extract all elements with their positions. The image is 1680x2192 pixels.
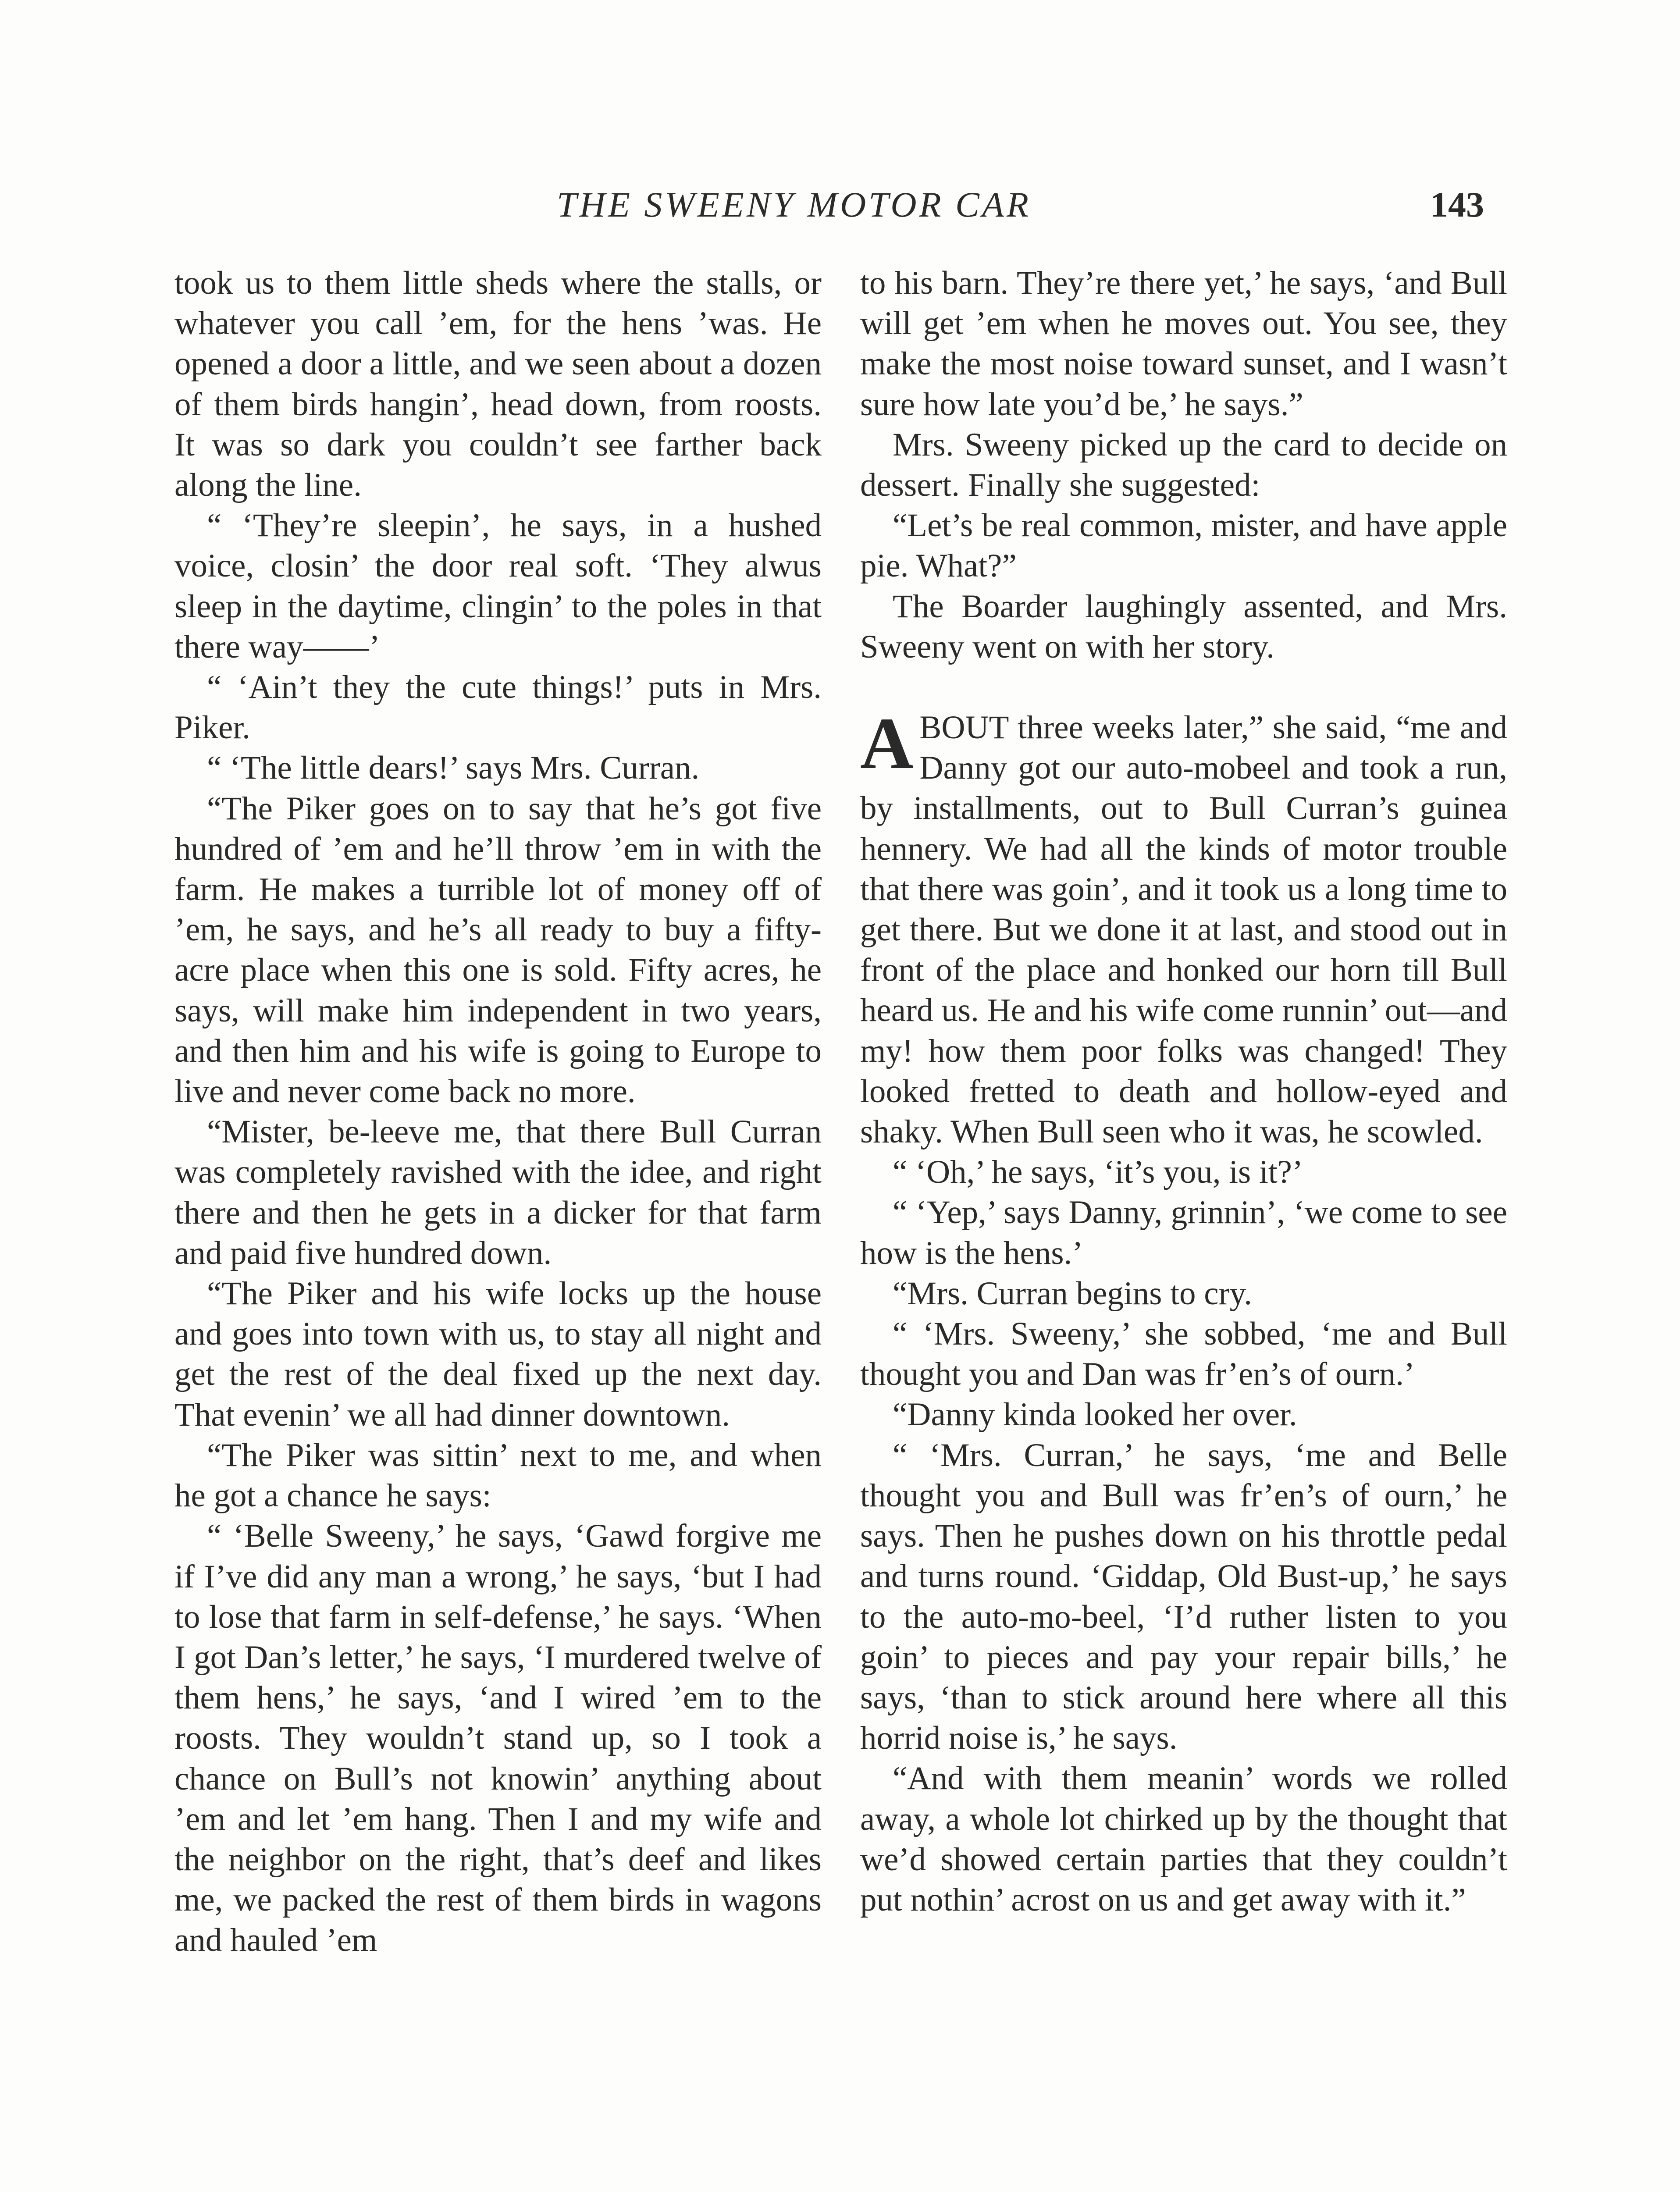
- section-break: [860, 667, 1507, 708]
- drop-cap-rest: BOUT three weeks later,” she said, “me and Danny got our auto-mobeel and took a run, by installments, out to Bull Curran’s guinea hennery. We had all the kinds of motor trouble that there was goin’, and it took us a long time to get there. But we done it at last, and stood out in front of the place and honked our horn till Bull heard us. He and his wife come runnin’ out—and my! how them poor folks was changed! They looked fretted to death and hollow-eyed and shaky. When Bull seen who it was, he scowled.: [860, 709, 1507, 1150]
- paragraph: The Boarder laughingly assented, and Mrs. Sweeny went on with her story.: [860, 588, 1507, 665]
- drop-cap-paragraph: [860, 703, 1507, 1152]
- paragraph: “The Piker was sittin’ next to me, and when he got a chance he says:: [174, 1437, 822, 1514]
- paragraph: “The Piker and his wife locks up the house and goes into town with us, to stay all night and get the rest of the deal fixed up the next day. That evenin’ we all had dinner downtown.: [174, 1275, 822, 1433]
- paragraph: to his barn. They’re there yet,’ he says, ‘and Bull will get ’em when he moves out. You see, they make the most noise toward sunset, and I wasn’t sure how late you’d be,’ he says.”: [860, 265, 1507, 423]
- right-column: [860, 263, 1507, 1920]
- paragraph: took us to them little sheds where the stalls, or whatever you call ’em, for the hens ’was. He opened a door a little, and we seen about a dozen of them birds hangin’, head down, from roosts. It was so dark you couldn’t see farther back along the line.: [174, 265, 822, 504]
- paragraph: “And with them meanin’ words we rolled away, a whole lot chirked up by the thought that we’d showed certain parties that they couldn’t put nothin’ acrost on us and get away with it.”: [860, 1760, 1507, 1918]
- paragraph: “The Piker goes on to say that he’s got five hundred of ’em and he’ll throw ’em in with the farm. He makes a turrible lot of money off of ’em, he says, and he’s all ready to buy a fifty-acre place when this one is sold. Fifty acres, he says, will make him independent in two years, and then him and his wife is going to Europe to live and never come back no more.: [174, 790, 822, 1110]
- paragraph: “Mister, be-leeve me, that there Bull Curran was completely ravished with the idee, and right there and then he gets in a dicker for that farm and paid five hundred down.: [174, 1114, 822, 1271]
- drop-cap: A: [860, 703, 914, 785]
- running-title: THE SWEENY MOTOR CAR: [557, 185, 1032, 224]
- paragraph: “ ‘Yep,’ says Danny, grinnin’, ‘we come to see how is the hens.’: [860, 1194, 1507, 1271]
- left-column: [174, 263, 822, 1961]
- paragraph: “Let’s be real common, mister, and have apple pie. What?”: [860, 507, 1507, 584]
- paragraph: Mrs. Sweeny picked up the card to decide on dessert. Finally she suggested:: [860, 426, 1507, 504]
- page-number: 143: [1430, 185, 1484, 224]
- paragraph: “Mrs. Curran begins to cry.: [893, 1275, 1252, 1312]
- paragraph: “ ‘Mrs. Curran,’ he says, ‘me and Belle thought you and Bull was fr’en’s of ourn,’ he says. Then he pushes down on his throttle pedal and turns round. ‘Giddap, Old Bust-up,’ he says to the auto-mo-beel, ‘I’d ruther listen to you goin’ to pieces and pay your repair bills,’ he says, ‘than to stick around here where all this horrid noise is,’ he says.: [860, 1437, 1507, 1757]
- paragraph: “ ‘Mrs. Sweeny,’ she sobbed, ‘me and Bull thought you and Dan was fr’en’s of ourn.’: [860, 1316, 1507, 1393]
- paragraph: “ ‘Belle Sweeny,’ he says, ‘Gawd forgive me if I’ve did any man a wrong,’ he says, ‘but I had to lose that farm in self-defense,’ he says. ‘When I got Dan’s letter,’ he says, ‘I murdered twelve of them hens,’ he says, ‘and I wired ’em to the roosts. They wouldn’t stand up, so I took a chance on Bull’s not knowin’ anything about ’em and let ’em hang. Then I and my wife and the neighbor on the right, that’s deef and likes me, we packed the rest of them birds in wagons and hauled ’em: [174, 1518, 822, 1959]
- paragraph: “ ‘The little dears!’ says Mrs. Curran.: [207, 750, 700, 786]
- paragraph: “ ‘They’re sleepin’, he says, in a hushed voice, closin’ the door real soft. ‘They alwus sleep in the daytime, clingin’ to the poles in that there way——’: [174, 507, 822, 665]
- paragraph: “ ‘Oh,’ he says, ‘it’s you, is it?’: [893, 1154, 1303, 1191]
- running-head: [0, 184, 1680, 237]
- paragraph: “ ‘Ain’t they the cute things!’ puts in Mrs. Piker.: [174, 669, 822, 746]
- paragraph: “Danny kinda looked her over.: [893, 1396, 1297, 1433]
